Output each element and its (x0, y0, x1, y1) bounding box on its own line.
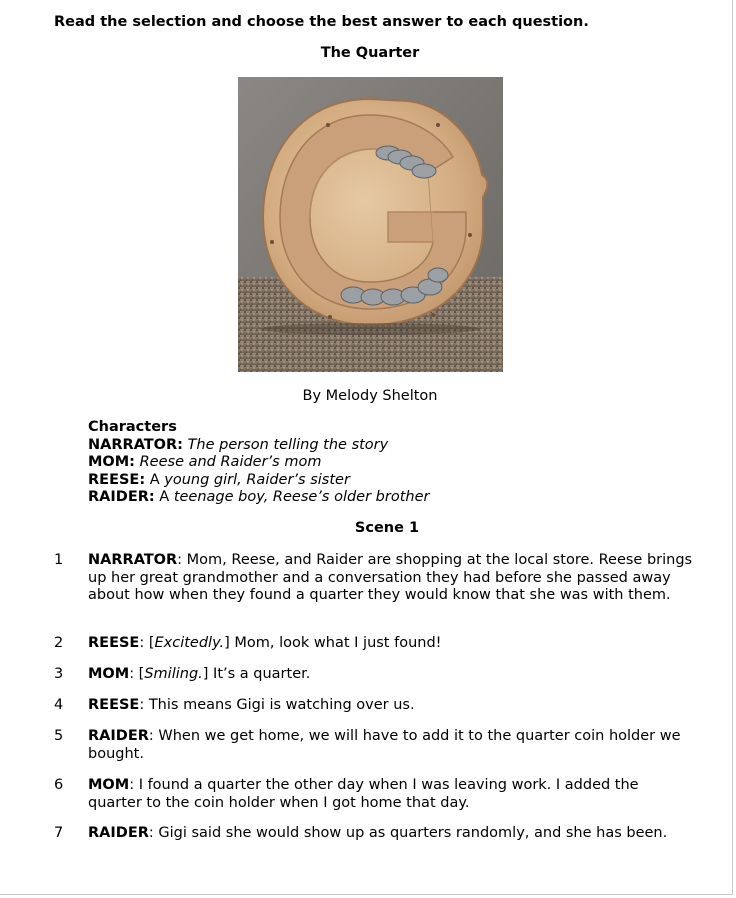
stage-direction: Excitedly. (154, 635, 225, 651)
dialogue: Gigi said she would show up as quarters randomly, and she has been. (158, 825, 668, 841)
character-desc: The person telling the story (187, 436, 389, 453)
character-row (88, 489, 429, 507)
character-name: RAIDER: (88, 489, 155, 505)
byline: By Melody Shelton (302, 388, 438, 404)
paragraph-number: 6 (54, 777, 64, 793)
character-name: NARRATOR: (88, 436, 183, 453)
character-row (88, 454, 429, 472)
paragraph-text: REESE: This means Gigi is watching over us. (88, 697, 415, 713)
scene-heading: Scene 1 (354, 520, 420, 536)
characters-list (88, 419, 429, 507)
paragraph-text: RAIDER: Gigi said she would show up as quarters randomly, and she has been. (88, 825, 668, 841)
paragraph-number: 1 (54, 552, 64, 568)
dialogue: Mom, look what I just found! (234, 635, 442, 651)
speaker-name: MOM (88, 666, 130, 682)
character-name: REESE: (88, 471, 146, 488)
paragraph-number: 7 (54, 825, 64, 841)
speaker-name: NARRATOR (88, 552, 178, 568)
character-desc: young girl, Raider’s sister (164, 471, 350, 488)
dialogue: This means Gigi is watching over us. (148, 697, 415, 713)
wooden-g-coin-bank-photo (238, 77, 503, 372)
character-desc: Reese and Raider’s mom (139, 454, 322, 470)
story-title: The Quarter (320, 45, 420, 61)
instructions: Read the selection and choose the best answer to each question. (54, 14, 589, 30)
characters-heading: Characters (88, 419, 177, 435)
paragraph-number: 3 (54, 666, 64, 682)
dialogue: Mom, Reese, and Raider are shopping at the local store. Reese brings up her great grandmother and a conversation they had before she passed away about how when they found a quarter they would know that she was with them. (88, 552, 693, 603)
paragraph-text: NARRATOR: Mom, Reese, and Raider are shopping at the local store. Reese brings up her great grandmother and a conversation they had before she passed away about how when they found a quarter they would know that she was with them. (88, 552, 693, 603)
character-desc: teenage boy, Reese’s older brother (173, 489, 430, 505)
dialogue: It’s a quarter. (213, 666, 311, 682)
character-row (88, 437, 429, 455)
character-name: MOM: (88, 454, 135, 470)
paragraph-number: 4 (54, 697, 64, 713)
stage-direction: Smiling. (144, 666, 203, 682)
speaker-name: REESE (88, 635, 140, 651)
speaker-name: REESE (88, 697, 140, 713)
speaker-name: RAIDER (88, 825, 149, 841)
speaker-name: MOM (88, 777, 130, 793)
character-desc-prefix: A (159, 489, 170, 505)
dialogue: I found a quarter the other day when I was leaving work. I added the quarter to the coin holder when I got home that day. (88, 777, 639, 811)
paragraph-text: RAIDER: When we get home, we will have to add it to the quarter coin holder we bought. (88, 728, 681, 762)
dialogue: When we get home, we will have to add it to the quarter coin holder we bought. (88, 728, 681, 762)
speaker-name: RAIDER (88, 728, 149, 744)
paragraph-text: MOM: I found a quarter the other day when I was leaving work. I added the quarter to the coin holder when I got home that day. (88, 777, 639, 811)
paragraph-number: 2 (54, 635, 64, 651)
character-row (88, 472, 429, 490)
paragraph-text: REESE: [Excitedly.] Mom, look what I just found! (88, 635, 442, 651)
paragraph-text: MOM: [Smiling.] It’s a quarter. (88, 666, 311, 682)
paragraph-number: 5 (54, 728, 64, 744)
character-desc-prefix: A (149, 471, 160, 488)
